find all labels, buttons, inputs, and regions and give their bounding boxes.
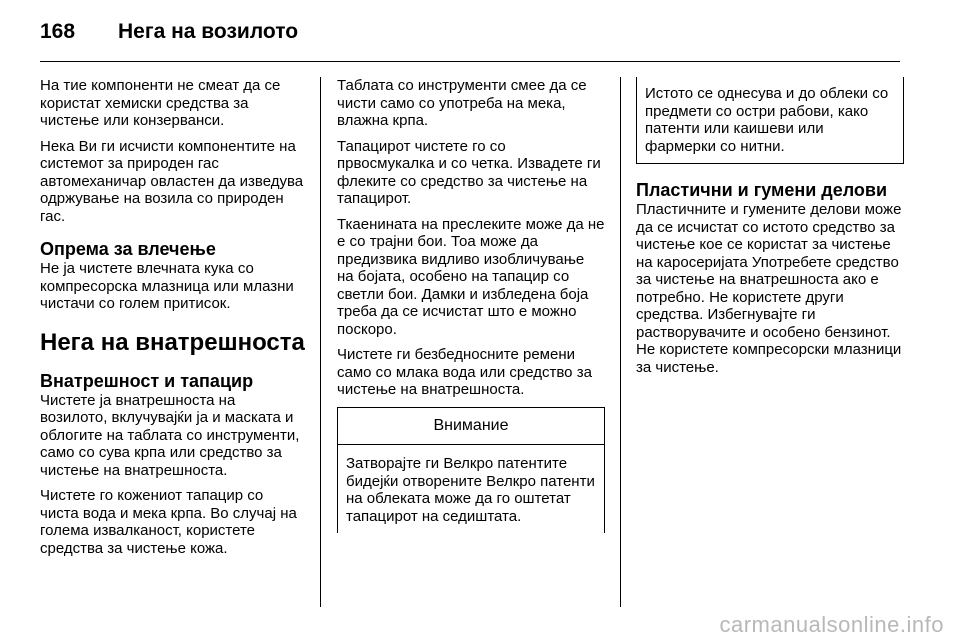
column-divider-1 — [320, 77, 321, 607]
paragraph: Таблата со инструменти смее да се чисти само со употреба на мека, влажна крпа. — [337, 77, 587, 129]
warning-text: Затворајте ги Велкро патентите бидејќи отворените Велкро патенти на облеката може да го оштетат тапацирот на седиштата. — [346, 455, 595, 525]
section-title-interior: Нега на внатрешноста — [40, 328, 305, 356]
paragraph: Чистете ја внатрешноста на возилото, вклучувајќи ја и маската и облогите на таблата со инструменти, само со сува крпа или средство за чистење на внатрешноста. — [40, 391, 300, 479]
header-rule — [40, 61, 900, 62]
paragraph: На тие компоненти не смеат да се користат хемиски средства за чистење или конзерванси. — [40, 77, 281, 129]
page-number: 168 — [40, 20, 76, 43]
paragraph: Чистете ги безбедносните ремени само со млака вода или средство за чистење на внатрешноста. — [337, 346, 592, 398]
section-heading-upholstery: Внатрешност и тапацир — [40, 370, 254, 391]
page-title: Нега на возилото — [118, 20, 299, 43]
warning-box — [337, 407, 605, 534]
paragraph: Не ја чистете влечната кука со компресорска млазница или млазни чистачи со голем притисок. — [40, 260, 294, 312]
paragraph: Пластичните и гумените делови може да се исчистат со истото средство за чистење кое се користат за чистење на каросеријата Употребете средство за чистење на внатрешноста ако е потребно. Не користете други средства. Избегнувајте ги растворувачите и особено бензинот. Не користете компресорски млазници за чистење. — [636, 201, 902, 376]
paragraph: Чистете го кожениот тапацир со чиста вода и мека крпа. Во случај на голема извалканост, користете средства за чистење кожа. — [40, 487, 297, 557]
column-3 — [636, 77, 904, 384]
column-divider-2 — [620, 77, 621, 607]
column-2 — [337, 77, 605, 533]
warning-title: Внимание — [338, 408, 604, 446]
warning-box-continued: Истото се однесува и до облеки со предмети со остри рабови, како патенти или каишеви или фармерки со нитни. — [636, 77, 904, 164]
column-1 — [40, 77, 306, 565]
paragraph: Нека Ви ги исчисти компонентите на системот за природен гас автомеханичар овластен да изведува одржување на возила со природен гас. — [40, 137, 304, 225]
watermark: carmanualsonline.info — [719, 612, 944, 637]
paragraph: Тапацирот чистете го со првосмукалка и со четка. Извадете ги флеките со средство за чистење на тапацирот. — [337, 137, 601, 207]
paragraph: Ткаенината на преслеките може да не е со трајни бои. Тоа може да предизвика видливо изобличување на бојата, особено на тапацир со светли бои. Дамки и избледена боја треба да се исчистат што е можно поскоро. — [337, 215, 605, 338]
section-heading-towing: Опрема за влечење — [40, 239, 216, 259]
page-header — [40, 20, 298, 44]
section-heading-plastic: Пластични и гумени делови — [636, 180, 888, 200]
